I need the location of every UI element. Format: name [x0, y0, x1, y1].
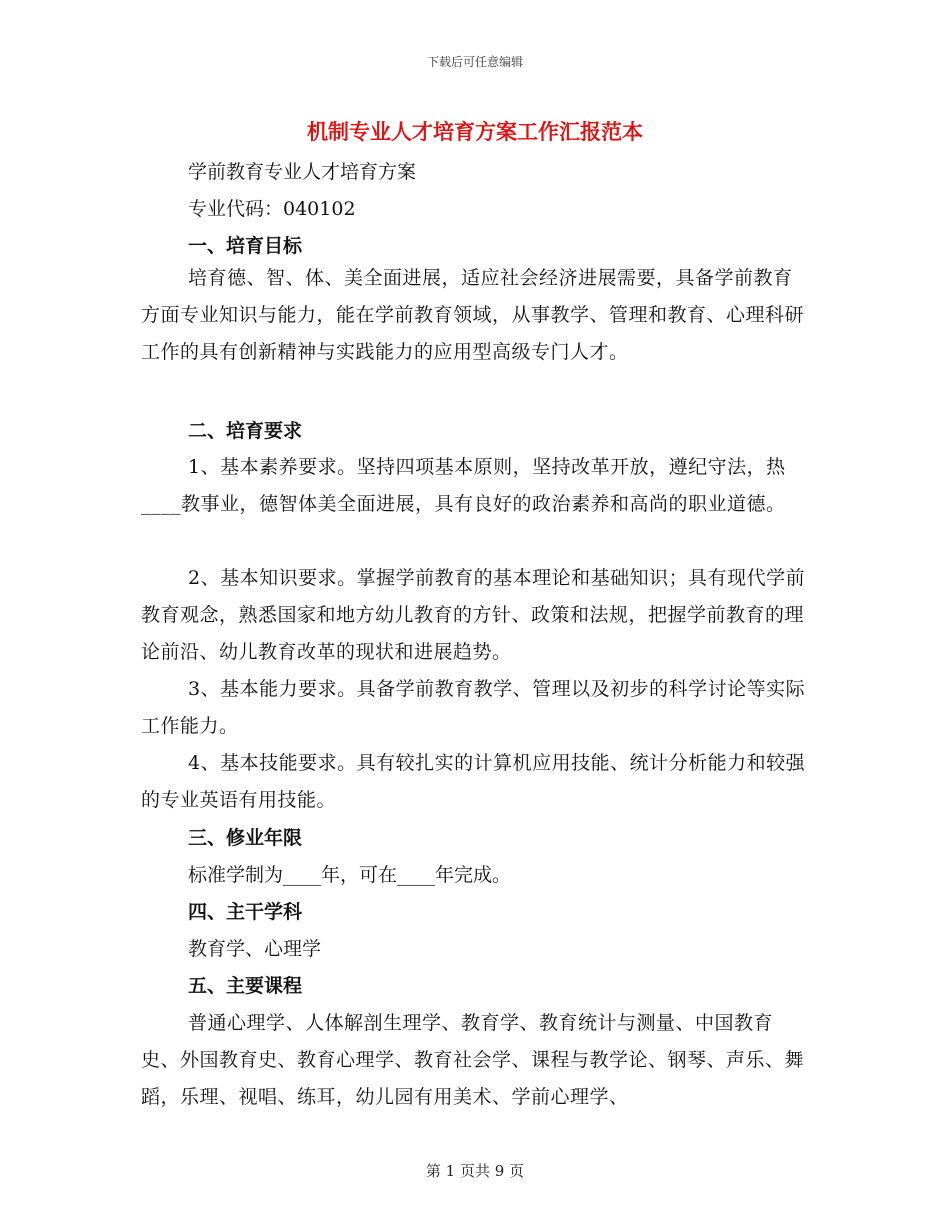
- section-4-heading: 四、主干学科: [188, 901, 303, 923]
- section-1-heading: 一、培育目标: [188, 235, 303, 257]
- page-footer: 第 1 页共 9 页: [425, 1162, 525, 1180]
- section-4-text: 教育学、心理学: [188, 938, 322, 960]
- section-5-paragraph: 普通心理学、人体解剖生理学、教育学、教育统计与测量、中国教育史、外国教育史、教育心理学、教育社会学、课程与教学论、钢琴、声乐、舞蹈，乐理、视唱、练耳，幼儿园有用美术、学前心理学、: [141, 1012, 805, 1108]
- requirement-1-paragraph: 1、基本素养要求。坚持四项基本原则，坚持改革开放，遵纪守法，热____教事业，德智体美全面进展，具有良好的政治素养和高尚的职业道德。: [141, 456, 786, 515]
- requirement-3-paragraph: 3、基本能力要求。具备学前教育教学、管理以及初步的科学讨论等实际工作能力。: [141, 678, 806, 737]
- program-code: 专业代码：040102: [188, 198, 356, 220]
- page-header: 下载后可任意编辑: [426, 55, 523, 69]
- requirement-4-paragraph: 4、基本技能要求。具有较扎实的计算机应用技能、统计分析能力和较强的专业英语有用技能。: [141, 752, 806, 811]
- section-2-heading: 二、培育要求: [188, 420, 303, 442]
- section-3-heading: 三、修业年限: [188, 827, 303, 849]
- section-3-text: 标准学制为____年，可在____年完成。: [188, 864, 512, 886]
- program-title: 学前教育专业人才培育方案: [188, 161, 417, 183]
- requirement-2-paragraph: 2、基本知识要求。掌握学前教育的基本理论和基础知识；具有现代学前教育观念，熟悉国家和地方幼儿教育的方针、政策和法规，把握学前教育的理论前沿、幼儿教育改革的现状和进展趋势。: [141, 567, 806, 663]
- document-title: 机制专业人才培育方案工作汇报范本: [307, 119, 643, 144]
- section-5-heading: 五、主要课程: [188, 975, 303, 997]
- section-1-paragraph: 培育德、智、体、美全面进展，适应社会经济进展需要，具备学前教育方面专业知识与能力，能在学前教育领域，从事教学、管理和教育、心理科研工作的具有创新精神与实践能力的应用型高级专门人才。: [141, 267, 805, 363]
